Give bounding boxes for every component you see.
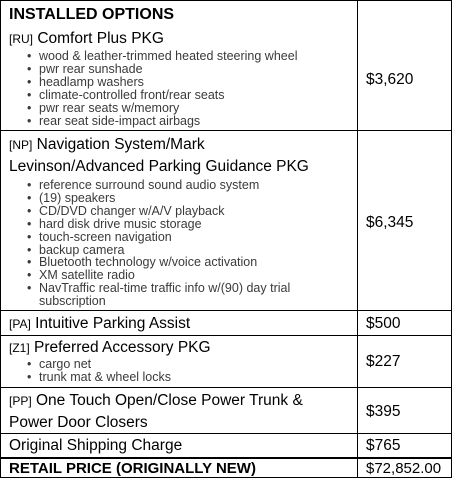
option-code: [Z1] [9, 341, 30, 355]
option-name: Comfort Plus PKG [37, 30, 164, 47]
option-title [9, 390, 303, 412]
shipping-label: Original Shipping Charge [9, 437, 183, 454]
list-item: • climate-controlled front/rear seats [1, 89, 301, 102]
option-code: [PP] [9, 394, 32, 408]
list-item: • headlamp washers [1, 76, 301, 89]
option-price: $6,345 [366, 214, 414, 231]
row-divider [1, 310, 451, 311]
list-item: • CD/DVD changer w/A/V playback [1, 205, 301, 218]
list-item: • cargo net [1, 358, 301, 371]
option-price: $227 [366, 353, 401, 370]
retail-price-value: $72,852.00 [366, 460, 442, 477]
option-name: Preferred Accessory PKG [33, 339, 211, 356]
row-divider [1, 433, 451, 434]
feature-list [1, 50, 301, 127]
option-name: One Touch Open/Close Power Trunk & [36, 392, 303, 409]
row-divider [1, 387, 451, 388]
list-item: • Bluetooth technology w/voice activation [1, 256, 301, 269]
option-name: Intuitive Parking Assist [35, 315, 191, 332]
list-item: • rear seat side-impact airbags [1, 115, 301, 128]
column-divider [357, 1, 358, 477]
option-price: $3,620 [366, 71, 414, 88]
option-title [9, 337, 211, 359]
feature-list [1, 179, 301, 308]
option-code: [NP] [9, 138, 33, 152]
list-item: • hard disk drive music storage [1, 218, 301, 231]
section-heading: INSTALLED OPTIONS [9, 6, 175, 23]
option-code: [RU] [9, 32, 33, 46]
list-item: • pwr rear seats w/memory [1, 102, 301, 115]
option-title [9, 134, 205, 156]
option-price: $500 [366, 315, 401, 332]
list-item: • backup camera [1, 244, 301, 257]
list-item: • (19) speakers [1, 192, 301, 205]
row-divider [1, 335, 451, 336]
retail-price-label: RETAIL PRICE (ORIGINALLY NEW) [9, 460, 256, 477]
feature-list [1, 358, 301, 384]
option-price: $395 [366, 403, 401, 420]
option-title-continued: Power Door Closers [9, 414, 148, 431]
list-item: • trunk mat & wheel locks [1, 371, 301, 384]
list-item: • reference surround sound audio system [1, 179, 301, 192]
option-code: [PA] [9, 317, 31, 331]
list-item: • pwr rear sunshade [1, 63, 301, 76]
option-title [9, 313, 190, 335]
option-title [9, 28, 164, 50]
option-title-continued: Levinson/Advanced Parking Guidance PKG [9, 158, 309, 175]
list-item: • touch-screen navigation [1, 231, 301, 244]
list-item: • NavTraffic real-time traffic info w/(90) day trial subscription [1, 282, 301, 308]
option-name: Navigation System/Mark [36, 136, 205, 153]
row-divider [1, 130, 451, 131]
shipping-price: $765 [366, 437, 401, 454]
list-item: • wood & leather-trimmed heated steering wheel [1, 50, 301, 63]
list-item: • XM satellite radio [1, 269, 301, 282]
total-divider [1, 457, 451, 459]
